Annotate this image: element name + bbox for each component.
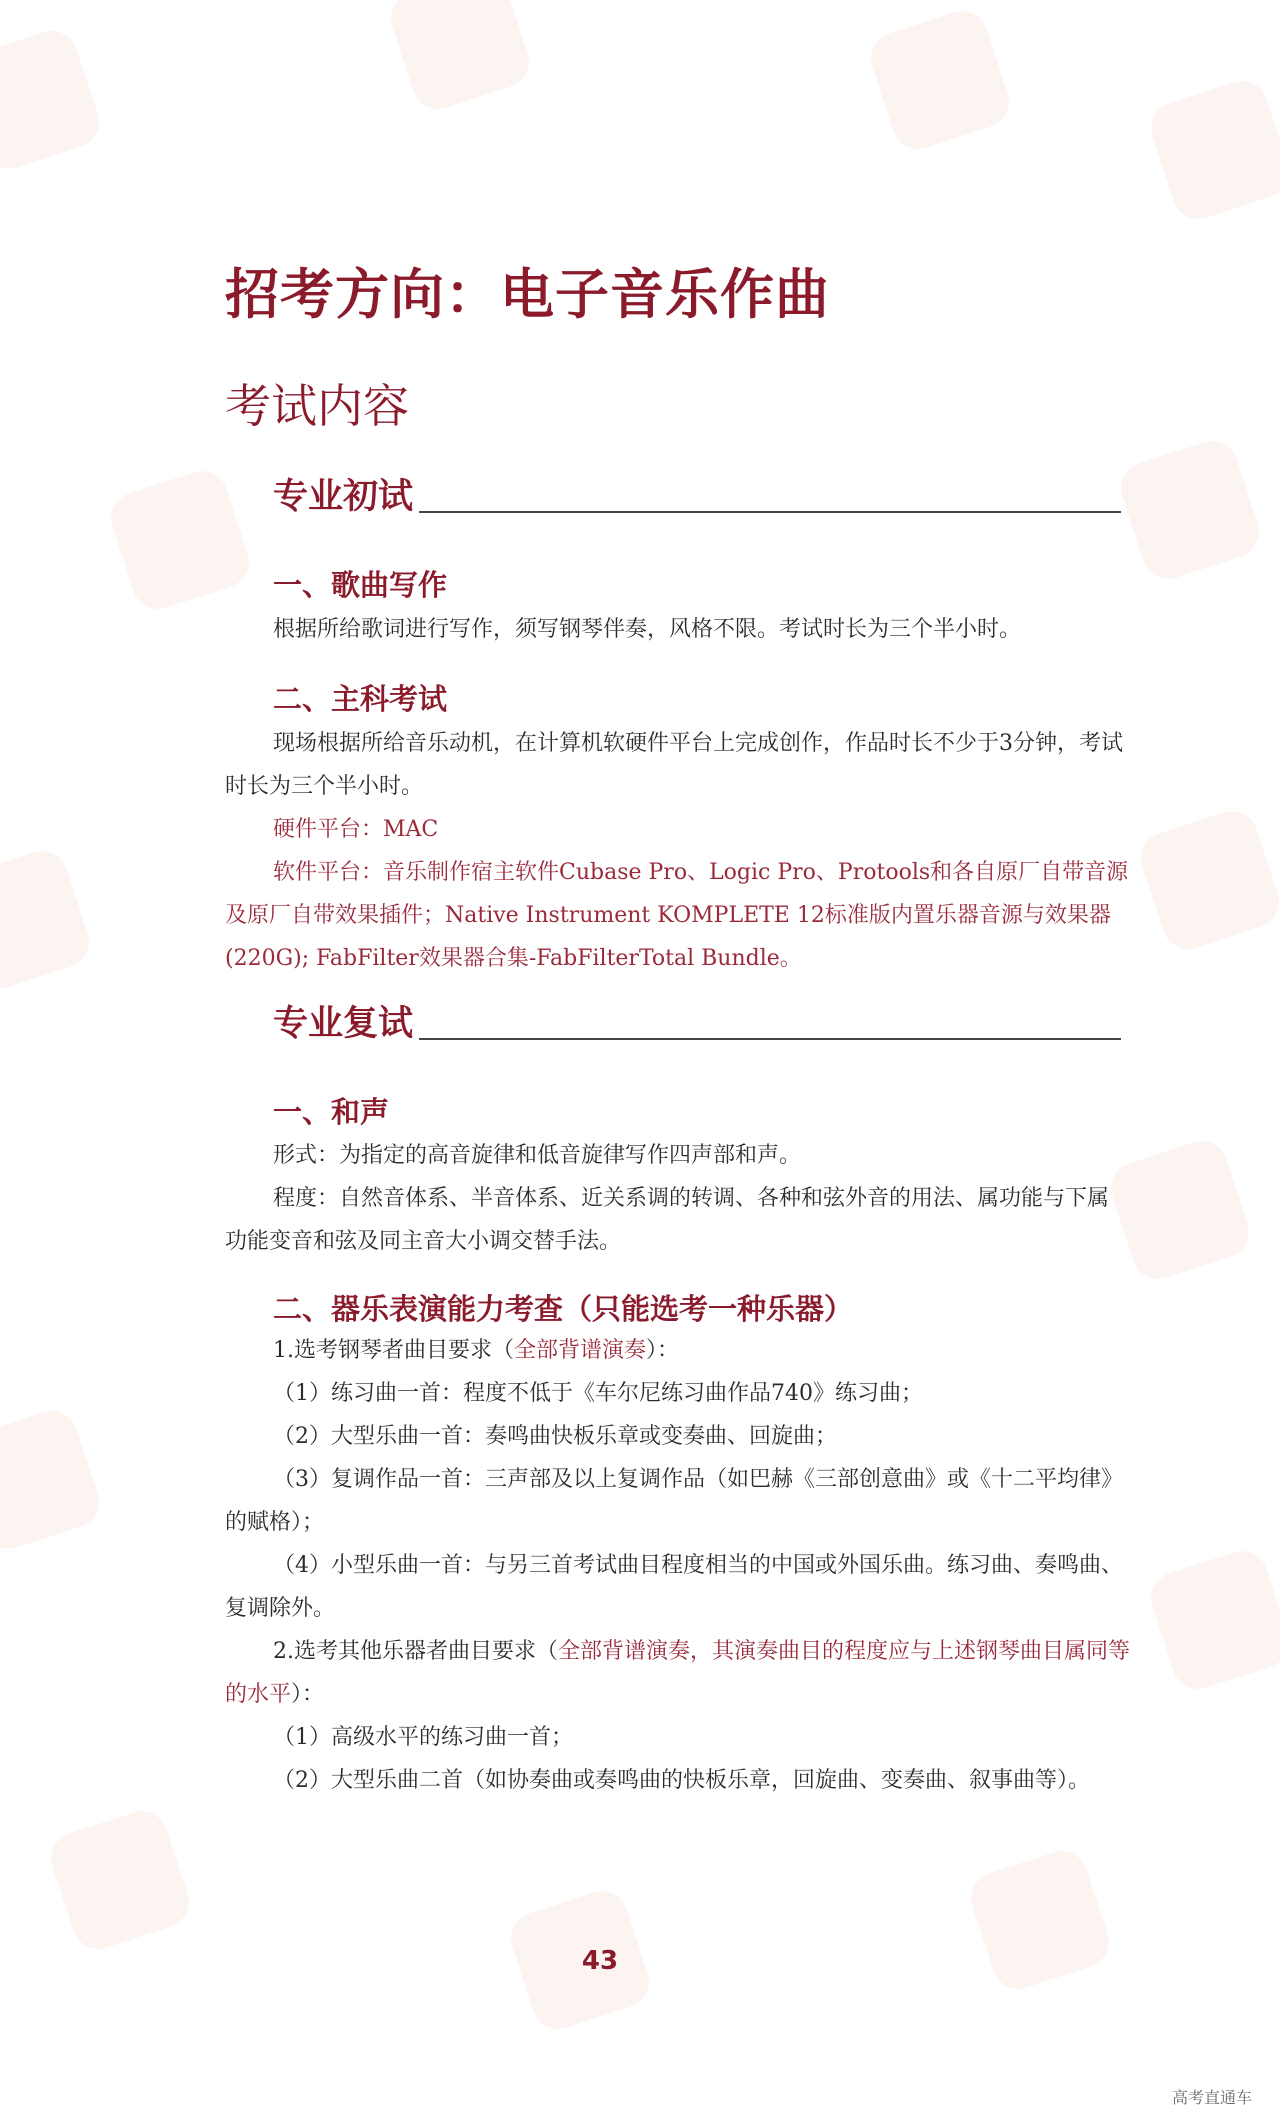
piano-item-1: （1）练习曲一首：程度不低于《车尔尼练习曲作品740》练习曲； [273,1381,923,1406]
piano-item-4: （4）小型乐曲一首：与另三首考试曲目程度相当的中国或外国乐曲。练习曲、奏鸣曲、复调除外。 [225,1553,1123,1621]
prelim-item1-title: 一、歌曲写作 [273,568,448,602]
retest-item1-form: 形式：为指定的高音旋律和低音旋律写作四声部和声。 [273,1143,802,1168]
other-item-2: （2）大型乐曲二首（如协奏曲或奏鸣曲的快板乐章，回旋曲、变奏曲、叙事曲等）。 [273,1768,1090,1793]
heading-rule [419,1038,1121,1040]
prelim-item2-body: 现场根据所给音乐动机，在计算机软硬件平台上完成创作，作品时长不少于3分钟，考试时长为三个半小时。 [225,731,1123,799]
prelim-item2-title: 二、主科考试 [273,682,448,716]
piano-intro-text: 1.选考钢琴者曲目要求（ [273,1338,514,1363]
retest-item1-level: 程度：自然音体系、半音体系、近关系调的转调、各种和弦外音的用法、属功能与下属功能变音和弦及同主音大小调交替手法。 [225,1186,1110,1254]
sub-title: 考试内容 [225,379,409,433]
piano-item-3: （3）复调作品一首：三声部及以上复调作品（如巴赫《三部创意曲》或《十二平均律》的赋格）； [225,1467,1123,1535]
other-intro-end: ）： [291,1682,325,1707]
piano-intro-end: ）： [646,1338,680,1363]
retest-item1-title: 一、和声 [273,1095,390,1129]
other-item-1: （1）高级水平的练习曲一首； [273,1725,573,1750]
page-number: 43 [581,1946,619,1976]
piano-item-2: （2）大型乐曲一首：奏鸣曲快板乐章或变奏曲、回旋曲； [273,1424,837,1449]
other-intro-highlight: 全部背谱演奏，其演奏曲目的程度应与上述钢琴曲目属同等的水平 [225,1639,1131,1707]
prelim-item1-body: 根据所给歌词进行写作，须写钢琴伴奏，风格不限。考试时长为三个半小时。 [273,617,1022,642]
heading-rule [419,511,1121,513]
main-title: 招考方向：电子音乐作曲 [225,263,830,326]
piano-intro-highlight: 全部背谱演奏 [514,1338,647,1363]
prelim-hardware: 硬件平台：MAC [273,817,439,842]
other-intro-text: 2.选考其他乐器者曲目要求（ [273,1639,558,1664]
prelim-software: 软件平台：音乐制作宿主软件Cubase Pro、Logic Pro、Protools和各自原厂自带音源及原厂自带效果插件；Native Instrument KOMPLETE 12标准版内置乐器音源与效果器(220G); FabFilter效果器合集-FabFilterTotal Bundle。 [225,860,1129,971]
section-heading-label: 专业复试 [273,1004,414,1044]
other-requirements-intro [225,1630,1130,1716]
section-heading-prelim [273,477,1121,517]
piano-requirements-intro [225,1329,1130,1372]
retest-item2-title: 二、器乐表演能力考查（只能选考一种乐器） [273,1292,854,1326]
section-heading-label: 专业初试 [273,477,414,517]
footer-watermark-text: 高考直通车 [1171,2088,1252,2107]
section-heading-retest [273,1004,1121,1044]
